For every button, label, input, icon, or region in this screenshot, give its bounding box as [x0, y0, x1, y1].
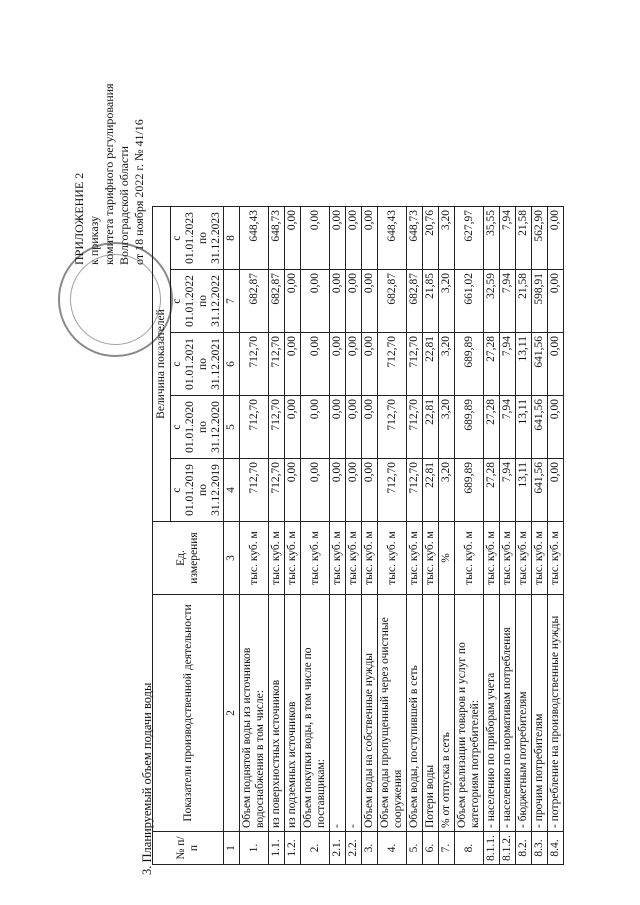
row-value: 712,70	[269, 333, 285, 396]
row-value: 22,81	[423, 396, 439, 459]
section-title: 3. Планируемый объем подачи воды	[140, 682, 154, 875]
row-value: 0,00	[285, 270, 301, 333]
row-value: 0,00	[362, 459, 378, 522]
row-value: 0,00	[362, 396, 378, 459]
row-value: 641,56	[532, 459, 548, 522]
table-row	[330, 207, 346, 865]
row-value: 3,20	[439, 396, 455, 459]
row-unit: тыс. куб. м	[423, 522, 439, 595]
column-number: 4	[224, 459, 240, 522]
row-value: 0,00	[548, 396, 564, 459]
row-number: 6.	[423, 832, 439, 865]
row-value: 0,00	[346, 207, 362, 270]
row-number: 1.	[240, 832, 269, 865]
row-value: 0,00	[285, 459, 301, 522]
row-value: 3,20	[439, 270, 455, 333]
row-value: 35,55	[484, 207, 500, 270]
row-value: 0,00	[301, 270, 330, 333]
row-value: 7,94	[500, 396, 516, 459]
row-value: 648,43	[240, 207, 269, 270]
row-unit: тыс. куб. м	[269, 522, 285, 595]
row-value: 27,28	[484, 333, 500, 396]
row-value: 7,94	[500, 333, 516, 396]
row-value: 22,81	[423, 459, 439, 522]
row-indicator-name: Объем воды, поступившей в сеть	[407, 595, 423, 832]
row-value: 0,00	[346, 270, 362, 333]
table-row	[423, 207, 439, 865]
table-row	[285, 207, 301, 865]
row-indicator-name: Потери воды	[423, 595, 439, 832]
row-value: 627,97	[455, 207, 484, 270]
row-number: 5.	[407, 832, 423, 865]
row-value: 0,00	[301, 207, 330, 270]
row-number: 8.4.	[548, 832, 564, 865]
row-value: 712,70	[378, 333, 407, 396]
row-unit: тыс. куб. м	[455, 522, 484, 595]
row-value: 648,73	[407, 207, 423, 270]
row-value: 712,70	[407, 396, 423, 459]
table-row	[362, 207, 378, 865]
appendix-date-number: от 18 ноября 2022 г. № 41/16	[132, 119, 146, 265]
row-number: 8.	[455, 832, 484, 865]
row-value: 712,70	[407, 333, 423, 396]
table-row	[439, 207, 455, 865]
row-value: 0,00	[346, 459, 362, 522]
row-indicator-name: -	[330, 595, 346, 832]
row-value: 20,76	[423, 207, 439, 270]
row-value: 648,43	[378, 207, 407, 270]
row-value: 0,00	[362, 333, 378, 396]
row-value: 0,00	[548, 207, 564, 270]
row-indicator-name: - населению по нормативам потребления	[500, 595, 516, 832]
row-unit: тыс. куб. м	[330, 522, 346, 595]
row-value: 0,00	[330, 270, 346, 333]
row-value: 13,11	[516, 396, 532, 459]
column-number: 8	[224, 207, 240, 270]
row-value: 3,20	[439, 459, 455, 522]
row-value: 0,00	[548, 333, 564, 396]
row-number: 1.1.	[269, 832, 285, 865]
appendix-line: Волгоградской области	[117, 146, 131, 265]
appendix-line: к приказу	[87, 215, 101, 265]
table-row	[484, 207, 500, 865]
row-indicator-name: Объем воды пропущенный через очистные сооружения	[378, 595, 407, 832]
row-value: 0,00	[330, 333, 346, 396]
row-value: 712,70	[240, 396, 269, 459]
row-value: 0,00	[301, 333, 330, 396]
row-unit: тыс. куб. м	[378, 522, 407, 595]
row-number: 2.	[301, 832, 330, 865]
table-row	[548, 207, 564, 865]
appendix-title: ПРИЛОЖЕНИЕ 2	[72, 172, 86, 265]
row-indicator-name: -	[346, 595, 362, 832]
row-value: 7,94	[500, 207, 516, 270]
row-indicator-name: - потребление на производственные нужды	[548, 595, 564, 832]
column-number: 2	[224, 595, 240, 832]
row-value: 32,59	[484, 270, 500, 333]
table-row	[455, 207, 484, 865]
header-unit: Ед. измерения	[153, 522, 224, 595]
row-number: 8.2.	[516, 832, 532, 865]
row-unit: тыс. куб. м	[407, 522, 423, 595]
row-indicator-name: % от отпуска в сеть	[439, 595, 455, 832]
row-unit: тыс. куб. м	[500, 522, 516, 595]
column-number: 1	[224, 832, 240, 865]
row-number: 7.	[439, 832, 455, 865]
row-value: 0,00	[548, 459, 564, 522]
row-value: 7,94	[500, 270, 516, 333]
row-value: 27,28	[484, 459, 500, 522]
table-row	[516, 207, 532, 865]
row-number: 8.1.1.	[484, 832, 500, 865]
row-value: 0,00	[362, 207, 378, 270]
row-value: 0,00	[285, 207, 301, 270]
row-value: 21,58	[516, 270, 532, 333]
table-row	[532, 207, 548, 865]
table-row	[269, 207, 285, 865]
row-value: 712,70	[240, 333, 269, 396]
row-indicator-name: Объем воды на собственные нужды	[362, 595, 378, 832]
column-number: 5	[224, 396, 240, 459]
row-value: 712,70	[269, 459, 285, 522]
row-value: 0,00	[346, 333, 362, 396]
header-period: с 01.01.2019 по 31.12.2019	[171, 459, 224, 522]
row-value: 712,70	[240, 459, 269, 522]
row-value: 712,70	[378, 396, 407, 459]
table-row	[301, 207, 330, 865]
header-period: с 01.01.2020 по 31.12.2020	[171, 396, 224, 459]
row-number: 2.1.	[330, 832, 346, 865]
row-unit: тыс. куб. м	[516, 522, 532, 595]
header-name: Показатели производственной деятельности	[153, 595, 224, 832]
row-value: 13,11	[516, 459, 532, 522]
row-indicator-name: Объем покупки воды, в том числе по поставщикам:	[301, 595, 330, 832]
row-indicator-name: из поверхностных источников	[269, 595, 285, 832]
row-value: 0,00	[285, 396, 301, 459]
row-unit: тыс. куб. м	[362, 522, 378, 595]
row-unit: тыс. куб. м	[240, 522, 269, 595]
row-indicator-name: из подземных источников	[285, 595, 301, 832]
row-value: 22,81	[423, 333, 439, 396]
row-value: 682,87	[407, 270, 423, 333]
header-period: с 01.01.2023 по 31.12.2023	[171, 207, 224, 270]
row-value: 0,00	[330, 207, 346, 270]
water-supply-table	[152, 206, 564, 865]
row-value: 689,89	[455, 459, 484, 522]
row-number: 2.2.	[346, 832, 362, 865]
row-value: 0,00	[330, 396, 346, 459]
header-period: с 01.01.2021 по 31.12.2021	[171, 333, 224, 396]
column-number: 3	[224, 522, 240, 595]
row-number: 4.	[378, 832, 407, 865]
row-value: 682,87	[269, 270, 285, 333]
row-value: 0,00	[346, 396, 362, 459]
appendix-header	[72, 5, 147, 305]
row-value: 0,00	[285, 333, 301, 396]
appendix-line: комитета тарифного регулирования	[102, 83, 116, 265]
row-unit: %	[439, 522, 455, 595]
row-value: 661,02	[455, 270, 484, 333]
table-row	[346, 207, 362, 865]
row-value: 21,58	[516, 207, 532, 270]
row-value: 641,56	[532, 333, 548, 396]
row-value: 3,20	[439, 333, 455, 396]
row-unit: тыс. куб. м	[484, 522, 500, 595]
row-number: 1.2.	[285, 832, 301, 865]
column-number: 6	[224, 333, 240, 396]
row-value: 3,20	[439, 207, 455, 270]
row-value: 598,91	[532, 270, 548, 333]
row-unit: тыс. куб. м	[548, 522, 564, 595]
row-unit: тыс. куб. м	[285, 522, 301, 595]
table-row	[240, 207, 269, 865]
row-number: 3.	[362, 832, 378, 865]
row-value: 0,00	[330, 459, 346, 522]
row-number: 8.1.2.	[500, 832, 516, 865]
header-values-group: Величина показателей	[153, 207, 171, 522]
row-unit: тыс. куб. м	[532, 522, 548, 595]
row-value: 712,70	[407, 459, 423, 522]
row-indicator-name: - населению по приборам учета	[484, 595, 500, 832]
row-value: 648,73	[269, 207, 285, 270]
row-value: 0,00	[362, 270, 378, 333]
row-number: 8.3.	[532, 832, 548, 865]
row-value: 562,90	[532, 207, 548, 270]
table-row	[407, 207, 423, 865]
row-value: 689,89	[455, 396, 484, 459]
row-value: 0,00	[548, 270, 564, 333]
column-number: 7	[224, 270, 240, 333]
header-num: № п/п	[153, 832, 224, 865]
table-row	[500, 207, 516, 865]
header-period: с 01.01.2022 по 31.12.2022	[171, 270, 224, 333]
row-indicator-name: - бюджетным потребителям	[516, 595, 532, 832]
row-unit: тыс. куб. м	[346, 522, 362, 595]
table-row	[378, 207, 407, 865]
row-value: 13,11	[516, 333, 532, 396]
row-value: 27,28	[484, 396, 500, 459]
row-value: 689,89	[455, 333, 484, 396]
row-value: 682,87	[378, 270, 407, 333]
row-value: 0,00	[301, 396, 330, 459]
row-unit: тыс. куб. м	[301, 522, 330, 595]
row-indicator-name: Объем реализации товаров и услуг по категориям потребителей:	[455, 595, 484, 832]
row-value: 21,85	[423, 270, 439, 333]
row-value: 712,70	[269, 396, 285, 459]
row-indicator-name: Объем поднятой воды из источников водоснабжения в том числе:	[240, 595, 269, 832]
row-value: 682,87	[240, 270, 269, 333]
row-value: 712,70	[378, 459, 407, 522]
row-value: 641,56	[532, 396, 548, 459]
row-value: 7,94	[500, 459, 516, 522]
row-value: 0,00	[301, 459, 330, 522]
row-indicator-name: - прочим потребителям	[532, 595, 548, 832]
